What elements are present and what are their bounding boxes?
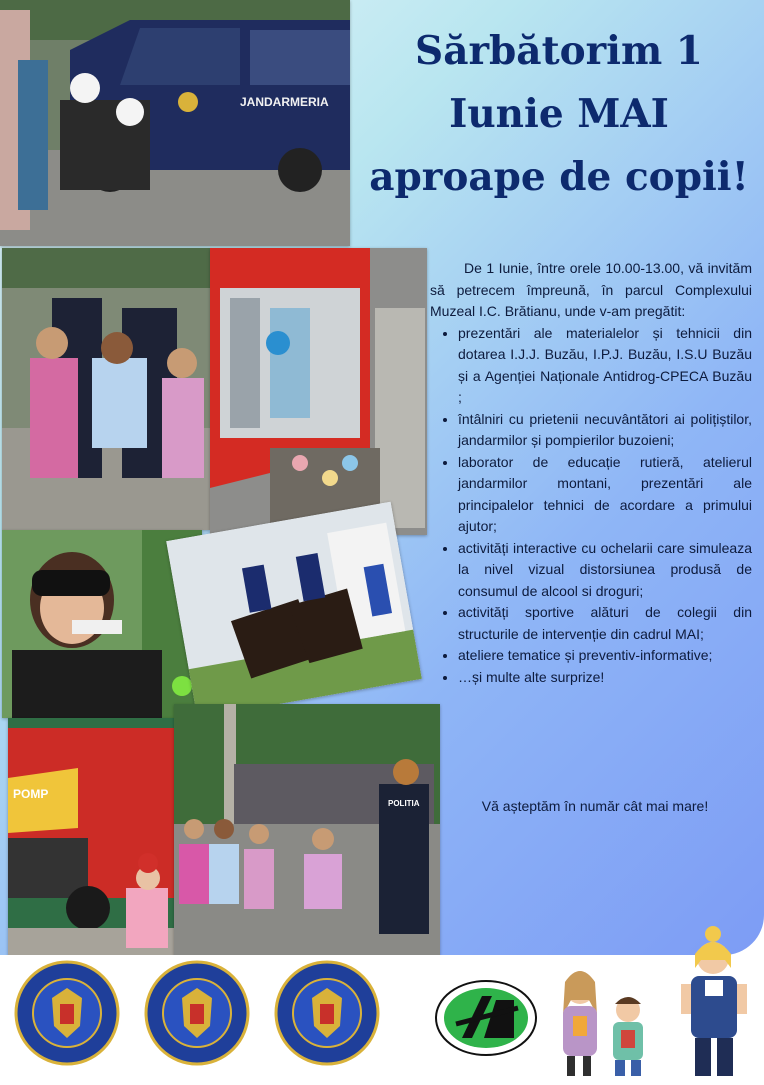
photo-gendarmerie-van [0,0,350,246]
list-item: • …și multe alte surprize! [458,667,752,689]
list-item: • prezentări ale materialelor și tehnicii din dotarea I.J.J. Buzău, I.P.J. Buzău, I.S.U Buzău și a Agenției Naționale Antidrog-CPECA Buzău ; [458,323,752,409]
closing-text: Vă așteptăm în număr cât mai mare! [481,798,709,814]
photo-kids-dancing [174,704,440,956]
police-seal-logo [144,960,250,1066]
list-item: • activități sportive alături de colegii din structurile de intervenție din cadrul MAI; [458,602,752,645]
antidrog-logo [434,978,538,1058]
activities-list [430,323,752,689]
photo-truck-girl [8,718,174,956]
truck-label: POMP [13,787,49,801]
photo-kids-police [2,248,210,530]
police-label: POLITIA [388,799,420,808]
event-description [430,258,752,688]
van-label: JANDARMERIA [240,95,329,109]
list-item: • întâlniri cu prietenii necuvântători ai polițiștilor, jandarmilor și pompierilor buzoieni; [458,409,752,452]
poster-title: Sărbătorim 1 Iunie MAI aproape de copii! [369,28,749,200]
list-item: • ateliere tematice și preventiv-informative; [458,645,752,667]
list-item: • activități interactive cu ochelarii care simuleaza la nivel vizual distorsiunea produsă de consumul de alcool si droguri; [458,538,752,603]
photo-fire-truck [210,248,427,535]
intro-paragraph: De 1 Iunie, între orele 10.00-13.00, vă invităm să petrecem împreună, în parcul Complexului Muzeal I.C. Brătianu, unde v-am pregătit: [430,260,752,319]
gendarmerie-seal-logo [14,960,120,1066]
emergency-seal-logo [274,960,380,1066]
list-item: • laborator de educație rutieră, atelierul jandarmilor montani, prezentări ale principalelor tehnici de acordare a primului ajutor; [458,452,752,538]
cartoon-people-illustration [545,920,764,1080]
